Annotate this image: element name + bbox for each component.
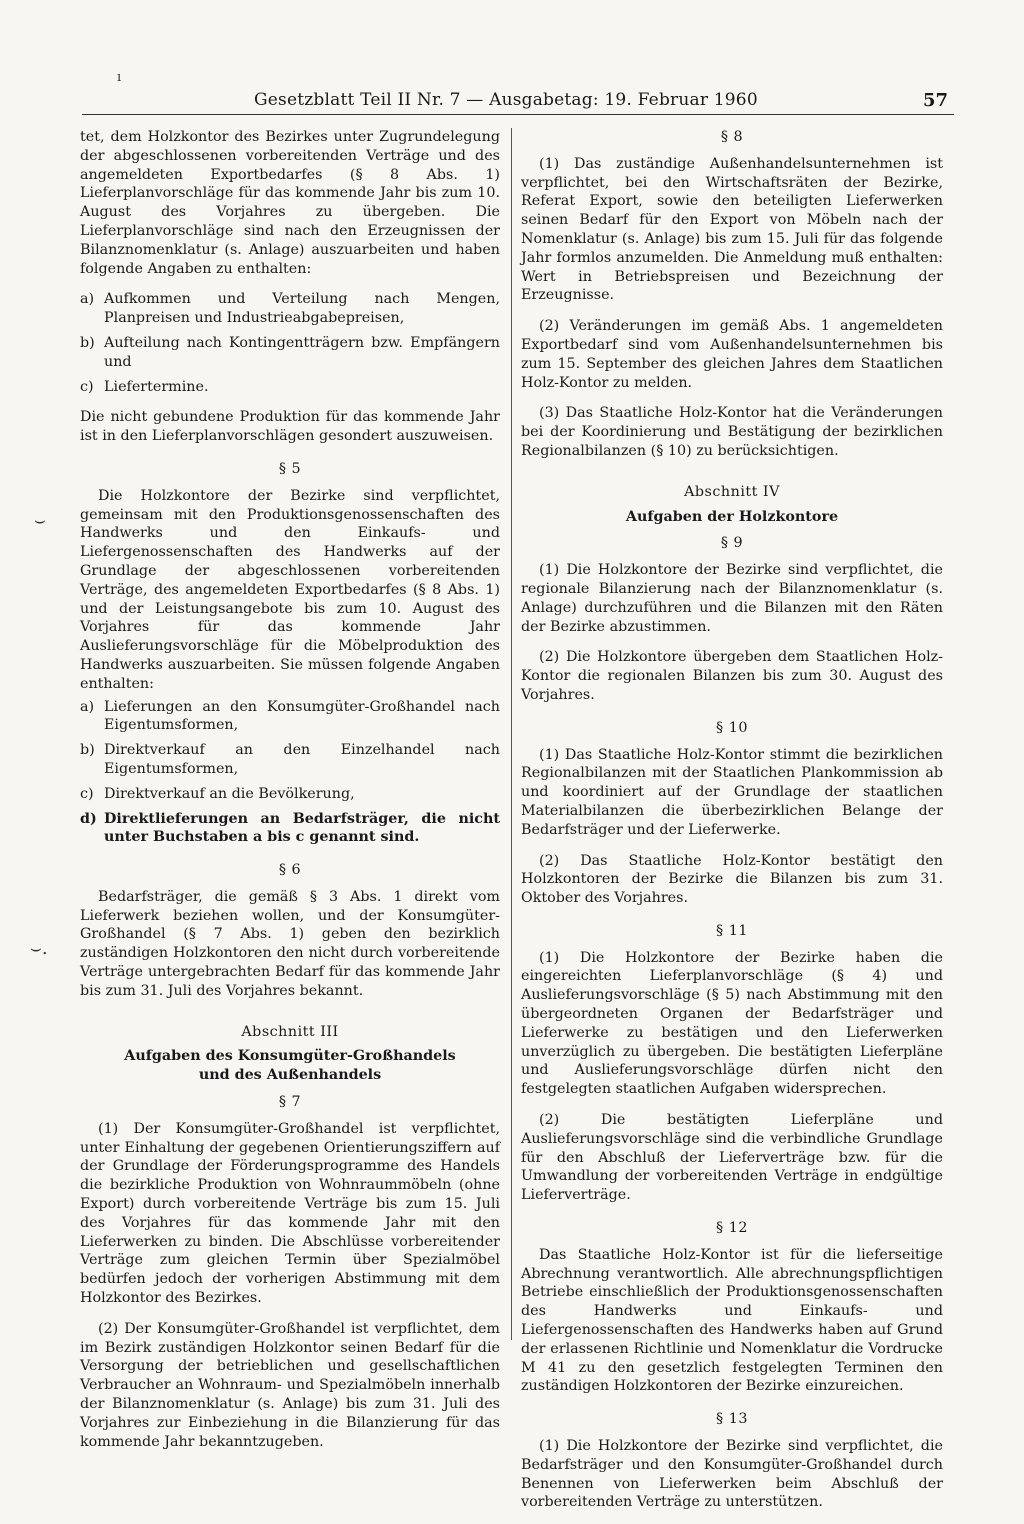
abschnitt-title: Aufgaben des Konsumgüter-Großhandels und des Außenhandels: [124, 1048, 456, 1084]
intro-list: [80, 290, 500, 396]
paragraph: (3) Das Staatliche Holz-Kontor hat die Veränderungen bei der Koordinierung und Bestätigung der bezirklichen Regionalbilanzen (§ 10) zu berücksichtigen.: [521, 405, 943, 459]
list-item: c) Direktverkauf an die Bevölkerung,: [80, 785, 355, 802]
paragraph: (1) Die Holzkontore der Bezirke haben die eingereichten Lieferplanvorschläge (§ 4) und Auslieferungsvorschläge (§ 5) nach Abstimmung mit den übergeordneten Organen der Bedarfsträger und Lieferwerke zu bestätigen und den Lieferwerken unverzüglich zu übergeben. Die bestätigten Lieferpläne und Auslieferungsvorschläge dürfen nicht den festgelegten staatlichen Aufgaben widersprechen.: [521, 949, 943, 1098]
section-heading: § 9: [720, 535, 744, 552]
abschnitt-title: Aufgaben der Holzkontore: [625, 508, 839, 525]
section-heading: § 6: [278, 862, 302, 879]
list-item: b) Aufteilung nach Kontingentträgern bzw. Empfängern und: [80, 334, 500, 370]
paragraph: (2) Die bestätigten Lieferpläne und Auslieferungsvorschläge sind die verbindliche Grundlage für den Abschluß der Lieferverträge bzw. für die Umwandlung der vorbereitenden Verträge in endgültige Lieferverträge.: [521, 1112, 943, 1204]
paragraph: (2) Die Holzkontore übergeben dem Staatlichen Holz-Kontor die regionalen Bilanzen bis zum 30. August des Vorjahres.: [521, 649, 943, 703]
section-heading: § 8: [720, 129, 744, 145]
paragraph: tet, dem Holzkontor des Bezirkes unter Zugrundelegung der abgeschlossenen vorbereitenden Verträge und des angemeldeten Exportbedarfes (§ 8 Abs. 1) Lieferplanvorschläge für das kommende Jahr bis zum 10. August des Vorjahres zu übergeben. Die Lieferplanvorschläge sind nach den Erzeugnissen der Bilanznomenklatur (s. Anlage) auszuarbeiten und haben folgende Angaben zu enthalten:: [80, 129, 500, 277]
paragraph: Das Staatliche Holz-Kontor ist für die lieferseitige Abrechnung verantwortlich. Alle abrechnungspflichtigen Betriebe einschließlich der Produktionsgenossenschaften des Handwerks und Einkaufs- und Liefergenossenschaften des Handwerks haben auf Grund der erlassenen Richtlinie und Nomenklatur die Vordrucke M 41 zu den gesetzlich festgelegten Terminen den zuständigen Holzkontoren der Bezirke einzureichen.: [521, 1246, 943, 1395]
header-title: Gesetzblatt Teil II Nr. 7 — Ausgabetag: 19. Februar 1960: [254, 90, 758, 110]
abschnitt-heading: Abschnitt III: [241, 1023, 339, 1040]
page-number: 57: [922, 90, 948, 111]
header-rule: [82, 114, 954, 115]
paragraph: (1) Das Staatliche Holz-Kontor stimmt die bezirklichen Regionalbilanzen mit der Staatlichen Plankommission ab und koordiniert auf der Grundlage der staatlichen Materialbilanzen die überbezirklichen Belange der Bedarfsträger und der Lieferwerke.: [521, 746, 943, 838]
paragraph: Die nicht gebundene Produktion für das kommende Jahr ist in den Lieferplanvorschlägen gesondert auszuweisen.: [80, 409, 500, 445]
left-column: [80, 128, 500, 1463]
section-heading: § 11: [716, 922, 748, 939]
list-item: d) Direktlieferungen an Bedarfsträger, die nicht unter Buchstaben a bis c genannt sind.: [80, 810, 500, 846]
list-item: b) Direktverkauf an den Einzelhandel nach Eigentumsformen,: [80, 742, 500, 777]
margin-check-mark: ⌣.: [30, 938, 48, 959]
section-heading: § 12: [716, 1220, 748, 1237]
column-divider: [511, 128, 512, 1340]
margin-check-mark: ⌣: [34, 510, 46, 531]
margin-tick-mark: ı: [117, 70, 122, 85]
section-heading: § 5: [278, 460, 302, 477]
paragraph: (1) Der Konsumgüter-Großhandel ist verpflichtet, unter Einhaltung der gegebenen Orientierungsziffern auf der Grundlage der Förderungsprogramme des Handels die bezirkliche Produktion von Wohnraummöbeln (ohne Export) durch vorbereitende Verträge bis zum 15. Juli des Vorjahres für das kommende Jahr mit den Lieferwerken zu binden. Die Abschlüsse vorbereitender Verträge zum gleichen Termin über Spezialmöbel bedürfen jedoch der vorherigen Abstimmung mit dem Holzkontor des Bezirkes.: [80, 1120, 500, 1307]
list-item: a) Lieferungen an den Konsumgüter-Großhandel nach Eigentumsformen,: [80, 698, 500, 734]
paragraph: (2) Der Konsumgüter-Großhandel ist verpflichtet, dem im Bezirk zuständigen Holzkontor seinen Bedarf für die Versorgung der betrieblichen und gesellschaftlichen Verbraucher an Wohnraum- und Spezialmöbeln innerhalb der Bilanznomenklatur (s. Anlage) bis zum 31. Juli des Vorjahres zur Einbeziehung in die Bilanzierung für das kommende Jahr bekanntzugeben.: [80, 1320, 500, 1450]
s5-list: [80, 698, 500, 848]
page-header: [82, 86, 954, 116]
section-heading: § 10: [716, 719, 748, 736]
paragraph: (2) Das Staatliche Holz-Kontor bestätigt den Holzkontoren der Bezirke die Bilanzen bis zum 31. Oktober des Vorjahres.: [521, 852, 943, 907]
section-heading: § 13: [716, 1411, 748, 1428]
right-column: [521, 128, 943, 1524]
list-item: c) Liefertermine.: [80, 378, 209, 395]
list-item: a) Aufkommen und Verteilung nach Mengen, Planpreisen und Industrieabgabepreisen,: [80, 291, 500, 327]
paragraph: (1) Die Holzkontore der Bezirke sind verpflichtet, die regionale Bilanzierung nach der Bilanznomenklatur (s. Anlage) durchzuführen und die Bilanzen mit den Räten der Bezirke abzustimmen.: [521, 562, 943, 635]
paragraph: (1) Das zuständige Außenhandelsunternehmen ist verpflichtet, bei den Wirtschaftsräten der Bezirke, Referat Export, sowie den beteiligten Lieferwerken seinen Bedarf für den Export von Möbeln nach der Nomenklatur (s. Anlage) bis zum 15. Juli für das folgende Jahr formlos anzumelden. Die Anmeldung muß enthalten: Wert in Betriebspreisen und Bezeichnung der Erzeugnisse.: [521, 155, 943, 304]
paragraph: Die Holzkontore der Bezirke sind verpflichtet, gemeinsam mit den Produktionsgenossenschaften des Handwerks und den Einkaufs- und Liefergenossenschaften des Handwerks auf der Grundlage der abgeschlossenen vorbereitenden Verträge, des angemeldeten Exportbedarfes (§ 8 Abs. 1) und der Leistungsangebote bis zum 10. August des Vorjahres für das kommende Jahr Auslieferungsvorschläge für die Möbelproduktion des Handwerks auszuarbeiten. Sie müssen folgende Angaben enthalten:: [80, 487, 500, 692]
paragraph: Bedarfsträger, die gemäß § 3 Abs. 1 direkt vom Lieferwerk beziehen wollen, und der Konsumgüter-Großhandel (§ 7 Abs. 1) geben den bezirklich zuständigen Holzkontoren den nicht durch vorbereitende Verträge untergebrachten Bedarf für das kommende Jahr bis zum 31. Juli des Vorjahres bekannt.: [80, 888, 500, 999]
paragraph: (1) Die Holzkontore der Bezirke sind verpflichtet, die Bedarfsträger und den Konsumgüter-Großhandel durch Benennen von Lieferwerken beim Abschluß der vorbereitenden Verträge zu unterstützen.: [521, 1438, 943, 1511]
section-heading: § 7: [278, 1094, 302, 1111]
abschnitt-heading: Abschnitt IV: [684, 483, 780, 500]
paragraph: (2) Veränderungen im gemäß Abs. 1 angemeldeten Exportbedarf sind vom Außenhandelsunternehmen bis zum 15. September des gleichen Jahres dem Staatlichen Holz-Kontor zu melden.: [521, 318, 943, 391]
